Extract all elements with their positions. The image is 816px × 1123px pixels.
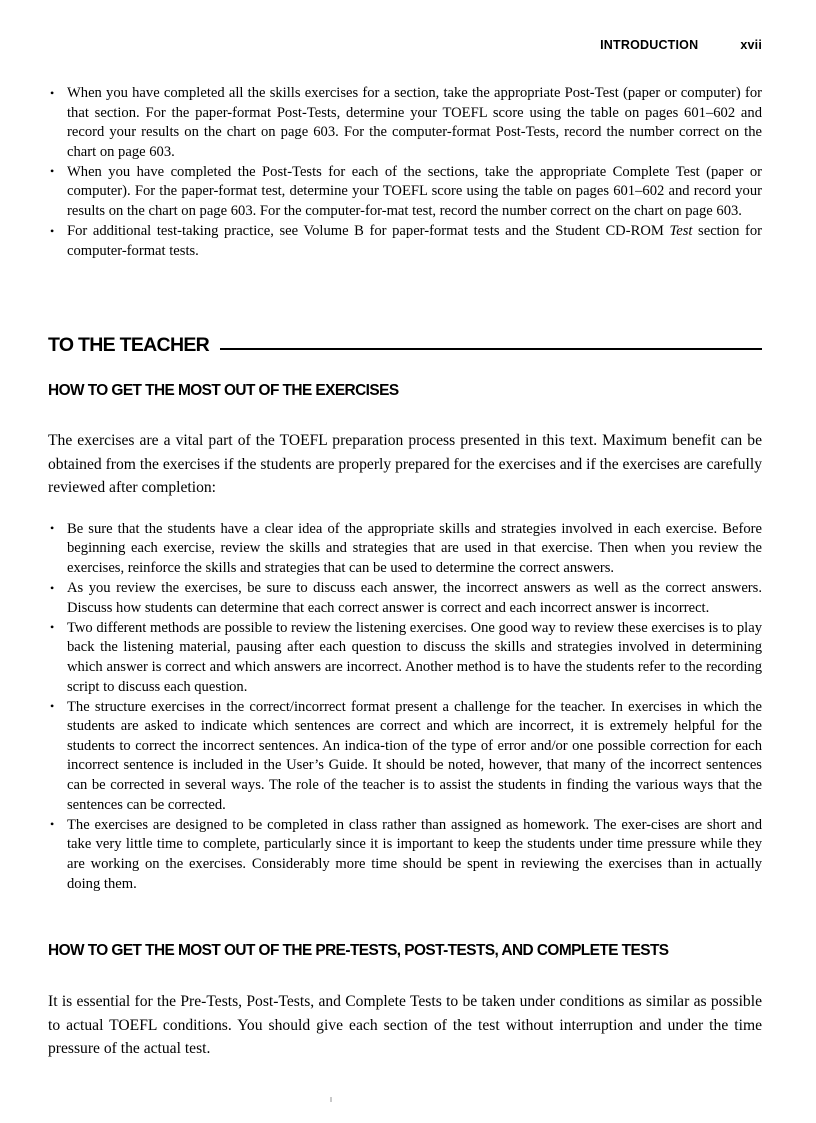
section-heading-to-the-teacher: [48, 334, 762, 357]
tests-closing-paragraph: It is essential for the Pre-Tests, Post-Tests, and Complete Tests to be taken under conditions as similar as possible to actual TOEFL conditions. You should give each section of the test without interruption and under the time pressure of the actual test.: [48, 993, 762, 1058]
intro-bullet-list: [48, 84, 762, 261]
running-head: [48, 38, 762, 56]
heading-rule: [220, 348, 762, 350]
section-heading-label: TO THE TEACHER: [48, 334, 210, 357]
italic-title-test: Test: [669, 223, 693, 240]
page-number: xvii: [740, 38, 762, 52]
page-body: [48, 84, 762, 1061]
list-item: • Two different methods are possible to review the listening exercises. One good way to review these exercises is to play back the listening material, pausing after each question to discuss the skills and strategies involved in determining which answer is correct and which answers are incorrect. Another method is to have the students refer to the recording script to discuss each question.: [48, 619, 762, 697]
list-item: • The exercises are designed to be completed in class rather than assigned as homework. The exer-cises are short and take very little time to complete, particularly since it is important to keep the students under time pressure while they are working on the exercises. Considerably more time should be spent in reviewing the exercises than in actually doing them.: [48, 816, 762, 894]
running-head-title: INTRODUCTION: [600, 38, 699, 52]
scan-artifact-speck: [330, 1097, 332, 1102]
list-item: • When you have completed all the skills exercises for a section, take the appropriate Post-Test (paper or computer) for that section. For the paper-format Post-Tests, determine your TOEFL score using the table on pages 601–602 and record your results on the chart on page 603. For the computer-format Post-Tests, record the number correct on the chart on page 603.: [48, 84, 762, 162]
exercises-intro-paragraph: The exercises are a vital part of the TOEFL preparation process presented in this text. Maximum benefit can be obtained from the exercises if the students are properly prepared for the exercises and if the exercises are carefully reviewed after completion:: [48, 432, 762, 497]
list-item: • As you review the exercises, be sure to discuss each answer, the incorrect answers as well as the correct answers. Discuss how students can determine that each correct answer is correct and each incorrect answer is incorrect.: [48, 579, 762, 618]
sub-heading-tests: HOW TO GET THE MOST OUT OF THE PRE-TESTS, POST-TESTS, AND COMPLETE TESTS: [48, 942, 669, 960]
list-item: • When you have completed the Post-Tests for each of the sections, take the appropriate Complete Test (paper or computer). For the paper-format test, determine your TOEFL score using the table on pages 601–602 and record your results on the chart on page 603. For the computer-for-mat test, record the number correct on the chart on page 603.: [48, 163, 762, 222]
sub-heading-exercises: HOW TO GET THE MOST OUT OF THE EXERCISES: [48, 382, 399, 400]
list-item-text-lead: For additional test-taking practice, see Volume B for paper-format tests and the Student CD-ROM: [67, 223, 670, 240]
list-item: • The structure exercises in the correct/incorrect format present a challenge for the teacher. In exercises in which the students are asked to indicate which sentences are correct and which are incorrect, it is extremely helpful for the students to correct the incorrect sentences. An indica-tion of the type of error and/or one possible correction for each incorrect sentence is included in the User’s Guide. It should be noted, however, that many of the incorrect sentences can be corrected in several ways. The role of the teacher is to assist the students in finding the various ways that the sentences can be corrected.: [48, 698, 762, 816]
teacher-bullet-list: [48, 520, 762, 894]
list-item: [48, 222, 762, 261]
list-item: • Be sure that the students have a clear idea of the appropriate skills and strategies involved in each exercise. Before beginning each exercise, review the skills and strategies that are used in that exercise. Then when you review the exercises, reinforce the skills and strategies that can be used to determine the correct answers.: [48, 520, 762, 579]
list-item-text-tail: section for computer-format tests.: [67, 223, 762, 259]
